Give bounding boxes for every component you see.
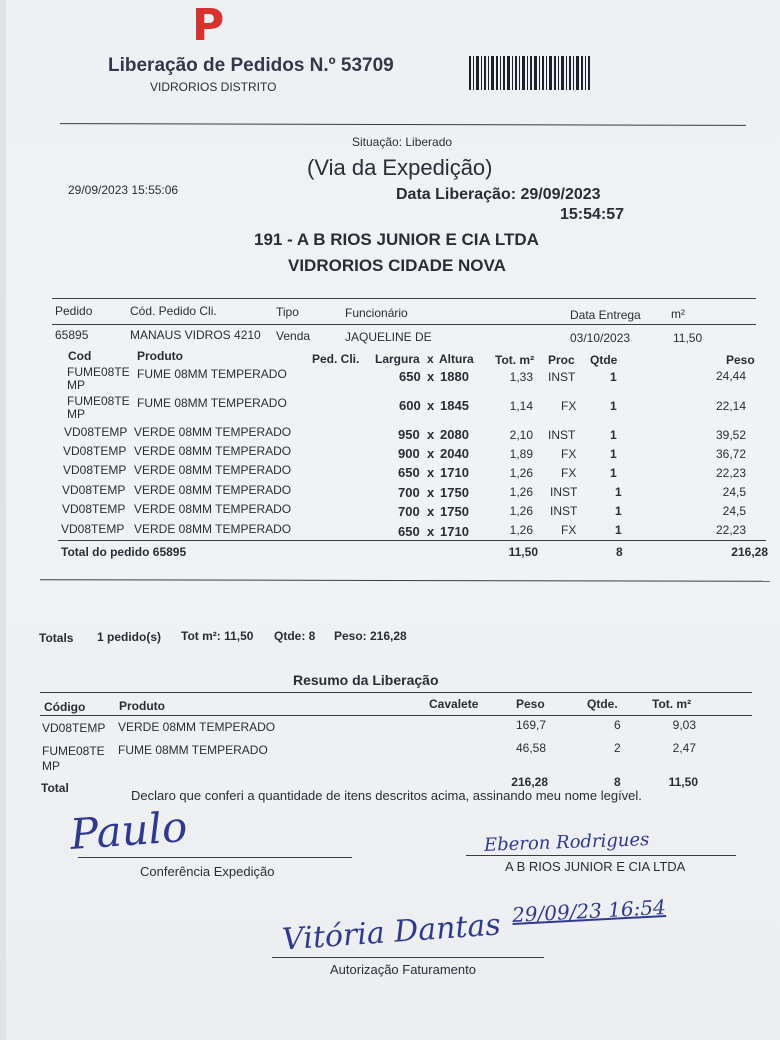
printed-timestamp: 29/09/2023 15:55:06 (68, 183, 179, 197)
item-altura: 1710 (440, 524, 469, 539)
resumo-title: Resumo da Liberação (293, 672, 439, 688)
resumo-peso: 46,58 (515, 741, 546, 755)
resumo-codigo: FUME08TE MP (42, 744, 105, 773)
signature-conferencia: Paulo (68, 801, 189, 860)
resumo-col-qtde: Qtde. (587, 697, 618, 711)
order-total-rule (58, 540, 766, 541)
items-col-x: x (427, 352, 434, 366)
item-peso: 36,72 (715, 447, 746, 461)
item-proc: FX (561, 399, 577, 413)
release-time: 15:54:57 (560, 206, 625, 223)
via-expedicao: (Via da Expedição) (307, 155, 493, 180)
col-funcionario: Funcionário (345, 306, 408, 320)
item-altura: 1880 (440, 369, 469, 384)
resumo-codigo: VD08TEMP (42, 721, 106, 735)
item-largura: 650 (398, 465, 420, 480)
order-header-top-rule (52, 298, 756, 299)
item-x: x (427, 427, 435, 442)
resumo-col-codigo: Código (44, 700, 86, 714)
item-proc: INST (548, 428, 576, 442)
item-altura: 2080 (440, 427, 469, 442)
order-total-qtde: 8 (616, 545, 623, 559)
item-cod: FUME08TE MP (67, 365, 130, 392)
items-col-ped-cli: Ped. Cli. (312, 352, 360, 366)
item-qtde: 1 (615, 523, 622, 537)
items-col-altura: Altura (439, 352, 474, 366)
handwritten-date: 29/09/23 16:54 (511, 894, 667, 928)
status-situacao: Situação: Liberado (352, 135, 453, 149)
col-pedido: Pedido (55, 304, 93, 318)
resumo-qtde: 6 (614, 718, 621, 732)
order-funcionario-value: JAQUELINE DE (345, 330, 432, 344)
item-proc: FX (561, 466, 577, 480)
item-peso: 24,44 (715, 369, 746, 383)
items-col-largura: Largura (375, 352, 420, 366)
header-divider (60, 123, 746, 126)
item-largura: 900 (398, 446, 420, 461)
order-cod-cli-value: MANAUS VIDROS 4210 (130, 328, 261, 342)
order-pedido-value: 65895 (55, 328, 89, 342)
order-total-label: Total do pedido 65895 (61, 545, 187, 559)
resumo-produto: FUME 08MM TEMPERADO (118, 743, 268, 757)
item-largura: 950 (398, 427, 420, 442)
resumo-total-label: Total (41, 781, 69, 795)
items-col-peso: Peso (726, 353, 755, 367)
resumo-col-produto: Produto (119, 699, 165, 713)
item-x: x (427, 398, 435, 413)
item-qtde: 1 (615, 485, 622, 499)
item-qtde: 1 (610, 447, 617, 461)
item-proc: INST (548, 370, 576, 384)
release-date: Data Liberação: 29/09/2023 (396, 186, 601, 203)
item-cod: VD08TEMP (63, 463, 127, 477)
resumo-col-cavalete: Cavalete (429, 697, 479, 711)
resumo-total-m2: 11,50 (668, 775, 698, 789)
item-qtde: 1 (610, 428, 617, 442)
item-produto: FUME 08MM TEMPERADO (137, 396, 287, 410)
order-m2-value: 11,50 (673, 331, 703, 345)
signature-cliente: Eberon Rodrigues (483, 829, 650, 856)
resumo-produto: VERDE 08MM TEMPERADO (118, 720, 276, 734)
declaration-text: Declaro que conferi a quantidade de itens descritos acima, assinando meu nome legível. (131, 788, 642, 803)
resumo-tot-m2: 2,47 (672, 741, 696, 755)
items-col-qtde: Qtde (590, 353, 618, 367)
items-col-tot-m2: Tot. m² (495, 353, 535, 367)
signature-line-cliente (466, 855, 736, 856)
label-conferencia-expedicao: Conferência Expedição (140, 864, 275, 879)
item-tot-m2: 1,26 (509, 466, 533, 480)
item-altura: 1710 (440, 465, 469, 480)
item-x: x (427, 485, 435, 500)
item-peso: 22,14 (715, 399, 746, 413)
item-altura: 2040 (440, 446, 469, 461)
item-cod: VD08TEMP (61, 522, 125, 536)
item-produto: FUME 08MM TEMPERADO (137, 367, 287, 381)
item-proc: FX (561, 523, 577, 537)
col-data-entrega: Data Entrega (570, 308, 641, 322)
item-x: x (427, 369, 435, 384)
signature-autorizacao: Vitória Dantas (281, 907, 502, 958)
item-peso: 39,52 (715, 428, 746, 442)
item-qtde: 1 (610, 399, 617, 413)
item-qtde: 1 (610, 370, 617, 384)
red-p-mark: P (192, 0, 225, 51)
issuer-company: VIDRORIOS DISTRITO (150, 80, 277, 94)
col-m2: m² (671, 307, 685, 321)
section-divider (40, 579, 770, 582)
item-peso: 22,23 (715, 523, 746, 537)
item-cod: VD08TEMP (63, 444, 127, 458)
item-peso: 24,5 (722, 504, 746, 518)
resumo-tot-m2: 9,03 (672, 718, 696, 732)
document-title: Liberação de Pedidos N.º 53709 (108, 55, 394, 76)
totals-label: Totals (39, 631, 74, 645)
site-name: VIDRORIOS CIDADE NOVA (288, 256, 506, 275)
item-cod: VD08TEMP (62, 483, 126, 497)
order-tipo-value: Venda (276, 329, 311, 343)
resumo-qtde: 2 (614, 741, 621, 755)
item-tot-m2: 2,10 (509, 428, 533, 442)
resumo-total-peso: 216,28 (511, 775, 548, 789)
resumo-header-rule (40, 715, 752, 716)
label-cliente: A B RIOS JUNIOR E CIA LTDA (505, 859, 686, 874)
resumo-col-tot-m2: Tot. m² (652, 697, 692, 711)
item-peso: 22,23 (715, 466, 746, 480)
item-cod: VD08TEMP (64, 425, 128, 439)
resumo-col-peso: Peso (516, 697, 545, 711)
item-qtde: 1 (615, 504, 622, 518)
client-name: 191 - A B RIOS JUNIOR E CIA LTDA (254, 230, 539, 249)
item-tot-m2: 1,26 (509, 485, 533, 499)
col-tipo: Tipo (276, 305, 299, 319)
item-largura: 650 (399, 369, 421, 384)
totals-qtde: Qtde: 8 (274, 629, 316, 643)
item-produto: VERDE 08MM TEMPERADO (134, 425, 292, 439)
order-data-entrega-value: 03/10/2023 (570, 331, 631, 345)
item-tot-m2: 1,33 (509, 370, 533, 384)
item-tot-m2: 1,26 (509, 523, 533, 537)
item-largura: 700 (398, 504, 420, 519)
item-altura: 1750 (440, 504, 469, 519)
item-x: x (427, 446, 435, 461)
item-produto: VERDE 08MM TEMPERADO (134, 483, 292, 497)
item-produto: VERDE 08MM TEMPERADO (134, 502, 292, 516)
resumo-peso: 169,7 (515, 718, 546, 732)
items-col-produto: Produto (137, 349, 183, 363)
items-col-proc: Proc (548, 353, 575, 367)
order-total-m2: 11,50 (508, 545, 538, 559)
resumo-total-qtde: 8 (614, 775, 621, 789)
signature-line-autorizacao (272, 957, 544, 958)
item-altura: 1750 (440, 485, 469, 500)
item-largura: 600 (399, 398, 421, 413)
item-tot-m2: 1,26 (509, 504, 533, 518)
item-produto: VERDE 08MM TEMPERADO (134, 463, 292, 477)
totals-peso: Peso: 216,28 (334, 629, 407, 643)
item-x: x (427, 524, 435, 539)
totals-tot-m2: Tot m²: 11,50 (181, 629, 254, 643)
item-proc: FX (561, 447, 577, 461)
item-largura: 650 (398, 524, 420, 539)
barcode-image (469, 56, 591, 90)
item-proc: INST (550, 485, 578, 499)
item-produto: VERDE 08MM TEMPERADO (134, 522, 292, 536)
resumo-top-rule (40, 692, 752, 693)
item-largura: 700 (398, 485, 420, 500)
document-page (6, 0, 780, 1040)
order-header-bottom-rule (52, 324, 756, 325)
items-col-cod: Cod (68, 349, 92, 363)
totals-pedidos: 1 pedido(s) (97, 630, 162, 644)
item-cod: FUME08TE MP (67, 394, 130, 421)
item-x: x (427, 465, 435, 480)
order-total-peso: 216,28 (731, 545, 768, 559)
item-proc: INST (550, 504, 578, 518)
item-x: x (427, 504, 435, 519)
item-qtde: 1 (610, 466, 617, 480)
signature-line-conferencia (78, 857, 352, 858)
item-altura: 1845 (440, 398, 469, 413)
label-autorizacao-faturamento: Autorização Faturamento (330, 962, 476, 977)
item-tot-m2: 1,14 (509, 399, 533, 413)
item-cod: VD08TEMP (62, 502, 126, 516)
item-tot-m2: 1,89 (509, 447, 533, 461)
col-cod-pedido-cli: Cód. Pedido Cli. (130, 304, 217, 318)
item-produto: VERDE 08MM TEMPERADO (134, 444, 292, 458)
item-peso: 24,5 (722, 485, 746, 499)
